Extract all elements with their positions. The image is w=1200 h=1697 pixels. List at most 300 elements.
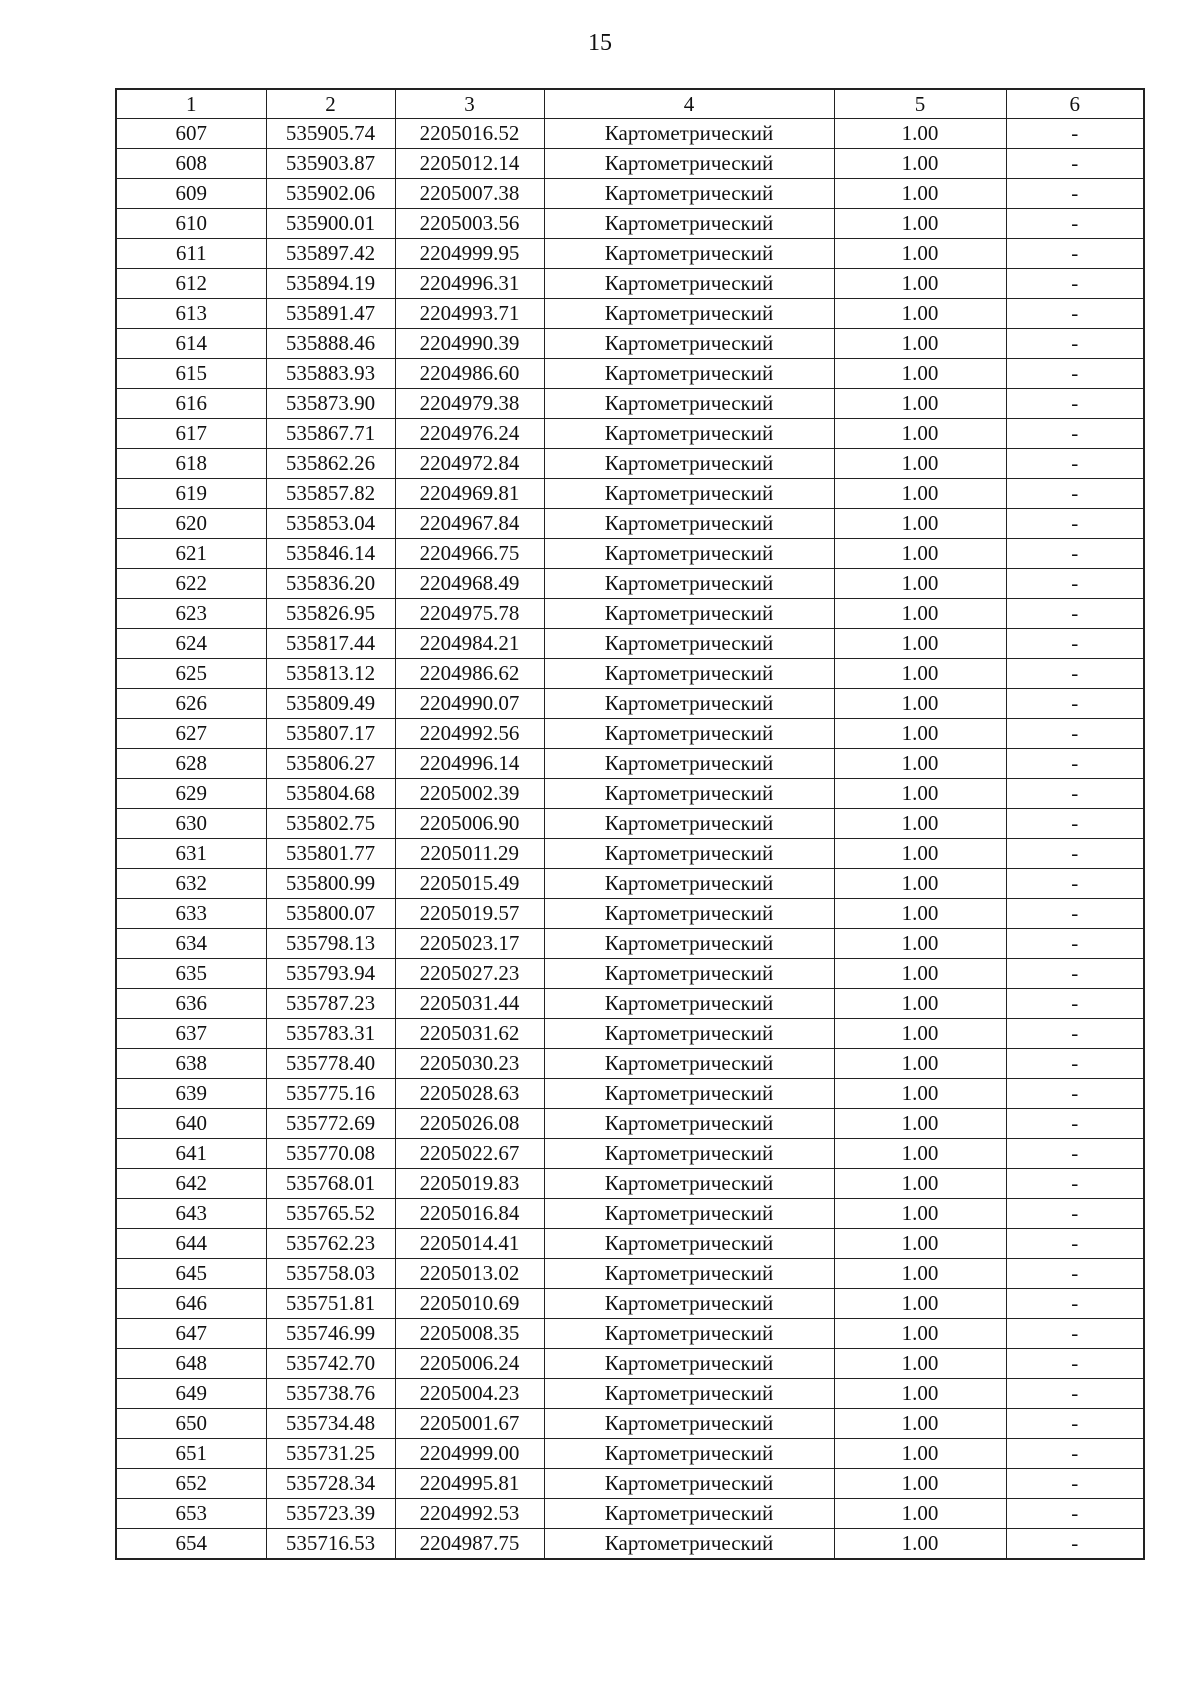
x-coordinate-cell: 535903.87 — [266, 149, 395, 179]
table-row — [116, 1289, 1144, 1319]
y-coordinate-cell: 2204995.81 — [395, 1469, 544, 1499]
accuracy-cell: 1.00 — [834, 689, 1006, 719]
accuracy-cell: 1.00 — [834, 779, 1006, 809]
y-coordinate-cell: 2205003.56 — [395, 209, 544, 239]
note-cell: - — [1006, 809, 1144, 839]
column-header-3: 3 — [395, 89, 544, 119]
point-number-cell: 626 — [116, 689, 266, 719]
column-header-1: 1 — [116, 89, 266, 119]
method-cell: Картометрический — [544, 1169, 834, 1199]
table-row — [116, 359, 1144, 389]
table-row — [116, 299, 1144, 329]
x-coordinate-cell: 535762.23 — [266, 1229, 395, 1259]
note-cell: - — [1006, 629, 1144, 659]
x-coordinate-cell: 535734.48 — [266, 1409, 395, 1439]
x-coordinate-cell: 535716.53 — [266, 1529, 395, 1560]
method-cell: Картометрический — [544, 989, 834, 1019]
point-number-cell: 621 — [116, 539, 266, 569]
accuracy-cell: 1.00 — [834, 209, 1006, 239]
point-number-cell: 610 — [116, 209, 266, 239]
point-number-cell: 618 — [116, 449, 266, 479]
x-coordinate-cell: 535806.27 — [266, 749, 395, 779]
accuracy-cell: 1.00 — [834, 1289, 1006, 1319]
method-cell: Картометрический — [544, 1469, 834, 1499]
note-cell: - — [1006, 569, 1144, 599]
table-row — [116, 1319, 1144, 1349]
accuracy-cell: 1.00 — [834, 269, 1006, 299]
point-number-cell: 644 — [116, 1229, 266, 1259]
method-cell: Картометрический — [544, 689, 834, 719]
accuracy-cell: 1.00 — [834, 1499, 1006, 1529]
table-row — [116, 1259, 1144, 1289]
accuracy-cell: 1.00 — [834, 119, 1006, 149]
y-coordinate-cell: 2204986.62 — [395, 659, 544, 689]
table-row — [116, 419, 1144, 449]
y-coordinate-cell: 2205011.29 — [395, 839, 544, 869]
note-cell: - — [1006, 509, 1144, 539]
table-row — [116, 1469, 1144, 1499]
accuracy-cell: 1.00 — [834, 1049, 1006, 1079]
note-cell: - — [1006, 929, 1144, 959]
method-cell: Картометрический — [544, 269, 834, 299]
table-row — [116, 1109, 1144, 1139]
accuracy-cell: 1.00 — [834, 899, 1006, 929]
note-cell: - — [1006, 869, 1144, 899]
accuracy-cell: 1.00 — [834, 719, 1006, 749]
x-coordinate-cell: 535731.25 — [266, 1439, 395, 1469]
y-coordinate-cell: 2204990.39 — [395, 329, 544, 359]
y-coordinate-cell: 2204990.07 — [395, 689, 544, 719]
method-cell: Картометрический — [544, 929, 834, 959]
accuracy-cell: 1.00 — [834, 1019, 1006, 1049]
method-cell: Картометрический — [544, 659, 834, 689]
accuracy-cell: 1.00 — [834, 329, 1006, 359]
x-coordinate-cell: 535798.13 — [266, 929, 395, 959]
y-coordinate-cell: 2205031.62 — [395, 1019, 544, 1049]
accuracy-cell: 1.00 — [834, 1529, 1006, 1560]
accuracy-cell: 1.00 — [834, 659, 1006, 689]
method-cell: Картометрический — [544, 1439, 834, 1469]
note-cell: - — [1006, 239, 1144, 269]
method-cell: Картометрический — [544, 1049, 834, 1079]
table-row — [116, 719, 1144, 749]
x-coordinate-cell: 535783.31 — [266, 1019, 395, 1049]
y-coordinate-cell: 2205030.23 — [395, 1049, 544, 1079]
accuracy-cell: 1.00 — [834, 1379, 1006, 1409]
y-coordinate-cell: 2205016.52 — [395, 119, 544, 149]
note-cell: - — [1006, 1289, 1144, 1319]
point-number-cell: 622 — [116, 569, 266, 599]
x-coordinate-cell: 535857.82 — [266, 479, 395, 509]
x-coordinate-cell: 535758.03 — [266, 1259, 395, 1289]
table-row — [116, 329, 1144, 359]
accuracy-cell: 1.00 — [834, 809, 1006, 839]
accuracy-cell: 1.00 — [834, 479, 1006, 509]
note-cell: - — [1006, 899, 1144, 929]
point-number-cell: 619 — [116, 479, 266, 509]
x-coordinate-cell: 535905.74 — [266, 119, 395, 149]
table-row — [116, 959, 1144, 989]
x-coordinate-cell: 535897.42 — [266, 239, 395, 269]
accuracy-cell: 1.00 — [834, 1169, 1006, 1199]
note-cell: - — [1006, 1319, 1144, 1349]
y-coordinate-cell: 2205012.14 — [395, 149, 544, 179]
point-number-cell: 645 — [116, 1259, 266, 1289]
table-row — [116, 149, 1144, 179]
accuracy-cell: 1.00 — [834, 239, 1006, 269]
method-cell: Картометрический — [544, 1109, 834, 1139]
x-coordinate-cell: 535751.81 — [266, 1289, 395, 1319]
accuracy-cell: 1.00 — [834, 509, 1006, 539]
point-number-cell: 650 — [116, 1409, 266, 1439]
point-number-cell: 613 — [116, 299, 266, 329]
point-number-cell: 637 — [116, 1019, 266, 1049]
y-coordinate-cell: 2204968.49 — [395, 569, 544, 599]
method-cell: Картометрический — [544, 1019, 834, 1049]
method-cell: Картометрический — [544, 779, 834, 809]
note-cell: - — [1006, 389, 1144, 419]
y-coordinate-cell: 2204967.84 — [395, 509, 544, 539]
note-cell: - — [1006, 329, 1144, 359]
accuracy-cell: 1.00 — [834, 1109, 1006, 1139]
note-cell: - — [1006, 1439, 1144, 1469]
note-cell: - — [1006, 749, 1144, 779]
note-cell: - — [1006, 659, 1144, 689]
x-coordinate-cell: 535836.20 — [266, 569, 395, 599]
point-number-cell: 620 — [116, 509, 266, 539]
accuracy-cell: 1.00 — [834, 539, 1006, 569]
method-cell: Картометрический — [544, 809, 834, 839]
point-number-cell: 625 — [116, 659, 266, 689]
table-body — [116, 119, 1144, 1560]
method-cell: Картометрический — [544, 1499, 834, 1529]
y-coordinate-cell: 2204966.75 — [395, 539, 544, 569]
point-number-cell: 639 — [116, 1079, 266, 1109]
note-cell: - — [1006, 1259, 1144, 1289]
point-number-cell: 611 — [116, 239, 266, 269]
accuracy-cell: 1.00 — [834, 1079, 1006, 1109]
method-cell: Картометрический — [544, 899, 834, 929]
point-number-cell: 633 — [116, 899, 266, 929]
table-row — [116, 989, 1144, 1019]
x-coordinate-cell: 535804.68 — [266, 779, 395, 809]
x-coordinate-cell: 535801.77 — [266, 839, 395, 869]
x-coordinate-cell: 535770.08 — [266, 1139, 395, 1169]
accuracy-cell: 1.00 — [834, 1259, 1006, 1289]
table-row — [116, 179, 1144, 209]
y-coordinate-cell: 2205010.69 — [395, 1289, 544, 1319]
point-number-cell: 653 — [116, 1499, 266, 1529]
method-cell: Картометрический — [544, 539, 834, 569]
y-coordinate-cell: 2204979.38 — [395, 389, 544, 419]
table-row — [116, 1349, 1144, 1379]
y-coordinate-cell: 2205019.57 — [395, 899, 544, 929]
x-coordinate-cell: 535888.46 — [266, 329, 395, 359]
method-cell: Картометрический — [544, 239, 834, 269]
accuracy-cell: 1.00 — [834, 599, 1006, 629]
y-coordinate-cell: 2204984.21 — [395, 629, 544, 659]
note-cell: - — [1006, 1199, 1144, 1229]
x-coordinate-cell: 535900.01 — [266, 209, 395, 239]
accuracy-cell: 1.00 — [834, 839, 1006, 869]
note-cell: - — [1006, 119, 1144, 149]
note-cell: - — [1006, 1499, 1144, 1529]
table-row — [116, 749, 1144, 779]
x-coordinate-cell: 535738.76 — [266, 1379, 395, 1409]
method-cell: Картометрический — [544, 449, 834, 479]
page-number: 15 — [588, 30, 612, 56]
point-number-cell: 612 — [116, 269, 266, 299]
note-cell: - — [1006, 599, 1144, 629]
accuracy-cell: 1.00 — [834, 1139, 1006, 1169]
note-cell: - — [1006, 1079, 1144, 1109]
note-cell: - — [1006, 539, 1144, 569]
x-coordinate-cell: 535883.93 — [266, 359, 395, 389]
table-row — [116, 659, 1144, 689]
accuracy-cell: 1.00 — [834, 929, 1006, 959]
x-coordinate-cell: 535800.99 — [266, 869, 395, 899]
y-coordinate-cell: 2205026.08 — [395, 1109, 544, 1139]
method-cell: Картометрический — [544, 1319, 834, 1349]
method-cell: Картометрический — [544, 419, 834, 449]
point-number-cell: 635 — [116, 959, 266, 989]
method-cell: Картометрический — [544, 1529, 834, 1560]
table-row — [116, 479, 1144, 509]
method-cell: Картометрический — [544, 599, 834, 629]
x-coordinate-cell: 535867.71 — [266, 419, 395, 449]
y-coordinate-cell: 2204976.24 — [395, 419, 544, 449]
note-cell: - — [1006, 179, 1144, 209]
accuracy-cell: 1.00 — [834, 959, 1006, 989]
method-cell: Картометрический — [544, 1289, 834, 1319]
table-row — [116, 839, 1144, 869]
point-number-cell: 630 — [116, 809, 266, 839]
point-number-cell: 647 — [116, 1319, 266, 1349]
accuracy-cell: 1.00 — [834, 989, 1006, 1019]
y-coordinate-cell: 2204992.53 — [395, 1499, 544, 1529]
column-header-4: 4 — [544, 89, 834, 119]
y-coordinate-cell: 2204996.14 — [395, 749, 544, 779]
accuracy-cell: 1.00 — [834, 749, 1006, 779]
y-coordinate-cell: 2204986.60 — [395, 359, 544, 389]
y-coordinate-cell: 2205023.17 — [395, 929, 544, 959]
y-coordinate-cell: 2205013.02 — [395, 1259, 544, 1289]
y-coordinate-cell: 2204999.00 — [395, 1439, 544, 1469]
note-cell: - — [1006, 1409, 1144, 1439]
note-cell: - — [1006, 1229, 1144, 1259]
accuracy-cell: 1.00 — [834, 149, 1006, 179]
note-cell: - — [1006, 299, 1144, 329]
x-coordinate-cell: 535746.99 — [266, 1319, 395, 1349]
method-cell: Картометрический — [544, 1349, 834, 1379]
x-coordinate-cell: 535775.16 — [266, 1079, 395, 1109]
accuracy-cell: 1.00 — [834, 449, 1006, 479]
x-coordinate-cell: 535728.34 — [266, 1469, 395, 1499]
x-coordinate-cell: 535802.75 — [266, 809, 395, 839]
point-number-cell: 607 — [116, 119, 266, 149]
accuracy-cell: 1.00 — [834, 389, 1006, 419]
note-cell: - — [1006, 1529, 1144, 1560]
x-coordinate-cell: 535873.90 — [266, 389, 395, 419]
method-cell: Картометрический — [544, 509, 834, 539]
accuracy-cell: 1.00 — [834, 1319, 1006, 1349]
method-cell: Картометрический — [544, 299, 834, 329]
note-cell: - — [1006, 1469, 1144, 1499]
note-cell: - — [1006, 1139, 1144, 1169]
point-number-cell: 615 — [116, 359, 266, 389]
y-coordinate-cell: 2204969.81 — [395, 479, 544, 509]
table-row — [116, 1409, 1144, 1439]
y-coordinate-cell: 2205031.44 — [395, 989, 544, 1019]
y-coordinate-cell: 2205006.24 — [395, 1349, 544, 1379]
note-cell: - — [1006, 1049, 1144, 1079]
point-number-cell: 608 — [116, 149, 266, 179]
accuracy-cell: 1.00 — [834, 1469, 1006, 1499]
table-row — [116, 929, 1144, 959]
x-coordinate-cell: 535723.39 — [266, 1499, 395, 1529]
y-coordinate-cell: 2204975.78 — [395, 599, 544, 629]
y-coordinate-cell: 2205015.49 — [395, 869, 544, 899]
table-row — [116, 689, 1144, 719]
y-coordinate-cell: 2205004.23 — [395, 1379, 544, 1409]
table-header-row — [116, 89, 1144, 119]
method-cell: Картометрический — [544, 1199, 834, 1229]
y-coordinate-cell: 2204993.71 — [395, 299, 544, 329]
x-coordinate-cell: 535765.52 — [266, 1199, 395, 1229]
y-coordinate-cell: 2205002.39 — [395, 779, 544, 809]
note-cell: - — [1006, 719, 1144, 749]
table-row — [116, 119, 1144, 149]
method-cell: Картометрический — [544, 629, 834, 659]
point-number-cell: 638 — [116, 1049, 266, 1079]
note-cell: - — [1006, 779, 1144, 809]
accuracy-cell: 1.00 — [834, 869, 1006, 899]
accuracy-cell: 1.00 — [834, 1439, 1006, 1469]
method-cell: Картометрический — [544, 749, 834, 779]
point-number-cell: 623 — [116, 599, 266, 629]
point-number-cell: 642 — [116, 1169, 266, 1199]
table-row — [116, 209, 1144, 239]
method-cell: Картометрический — [544, 329, 834, 359]
method-cell: Картометрический — [544, 839, 834, 869]
table-row — [116, 1229, 1144, 1259]
point-number-cell: 651 — [116, 1439, 266, 1469]
table-row — [116, 449, 1144, 479]
point-number-cell: 627 — [116, 719, 266, 749]
table-row — [116, 1199, 1144, 1229]
point-number-cell: 632 — [116, 869, 266, 899]
y-coordinate-cell: 2205014.41 — [395, 1229, 544, 1259]
x-coordinate-cell: 535809.49 — [266, 689, 395, 719]
table-row — [116, 1379, 1144, 1409]
table-row — [116, 509, 1144, 539]
x-coordinate-cell: 535817.44 — [266, 629, 395, 659]
method-cell: Картометрический — [544, 719, 834, 749]
point-number-cell: 646 — [116, 1289, 266, 1319]
x-coordinate-cell: 535800.07 — [266, 899, 395, 929]
method-cell: Картометрический — [544, 1379, 834, 1409]
table-row — [116, 779, 1144, 809]
table-row — [116, 899, 1144, 929]
y-coordinate-cell: 2204999.95 — [395, 239, 544, 269]
x-coordinate-cell: 535891.47 — [266, 299, 395, 329]
point-number-cell: 641 — [116, 1139, 266, 1169]
table-row — [116, 809, 1144, 839]
table-row — [116, 1439, 1144, 1469]
x-coordinate-cell: 535846.14 — [266, 539, 395, 569]
point-number-cell: 614 — [116, 329, 266, 359]
y-coordinate-cell: 2205008.35 — [395, 1319, 544, 1349]
x-coordinate-cell: 535778.40 — [266, 1049, 395, 1079]
table-row — [116, 389, 1144, 419]
point-number-cell: 636 — [116, 989, 266, 1019]
method-cell: Картометрический — [544, 1259, 834, 1289]
accuracy-cell: 1.00 — [834, 1199, 1006, 1229]
x-coordinate-cell: 535902.06 — [266, 179, 395, 209]
method-cell: Картометрический — [544, 1139, 834, 1169]
note-cell: - — [1006, 149, 1144, 179]
table-row — [116, 1499, 1144, 1529]
y-coordinate-cell: 2205022.67 — [395, 1139, 544, 1169]
y-coordinate-cell: 2205006.90 — [395, 809, 544, 839]
x-coordinate-cell: 535793.94 — [266, 959, 395, 989]
point-number-cell: 628 — [116, 749, 266, 779]
accuracy-cell: 1.00 — [834, 179, 1006, 209]
coordinates-table — [115, 88, 1145, 1560]
accuracy-cell: 1.00 — [834, 359, 1006, 389]
method-cell: Картометрический — [544, 869, 834, 899]
note-cell: - — [1006, 959, 1144, 989]
table-row — [116, 1139, 1144, 1169]
column-header-6: 6 — [1006, 89, 1144, 119]
y-coordinate-cell: 2205019.83 — [395, 1169, 544, 1199]
note-cell: - — [1006, 269, 1144, 299]
y-coordinate-cell: 2204972.84 — [395, 449, 544, 479]
y-coordinate-cell: 2204987.75 — [395, 1529, 544, 1560]
point-number-cell: 624 — [116, 629, 266, 659]
method-cell: Картометрический — [544, 479, 834, 509]
x-coordinate-cell: 535787.23 — [266, 989, 395, 1019]
point-number-cell: 652 — [116, 1469, 266, 1499]
method-cell: Картометрический — [544, 119, 834, 149]
table-row — [116, 569, 1144, 599]
note-cell: - — [1006, 1379, 1144, 1409]
point-number-cell: 609 — [116, 179, 266, 209]
table-row — [116, 869, 1144, 899]
point-number-cell: 616 — [116, 389, 266, 419]
y-coordinate-cell: 2205016.84 — [395, 1199, 544, 1229]
y-coordinate-cell: 2205027.23 — [395, 959, 544, 989]
table-row — [116, 1529, 1144, 1560]
point-number-cell: 634 — [116, 929, 266, 959]
note-cell: - — [1006, 1169, 1144, 1199]
note-cell: - — [1006, 359, 1144, 389]
point-number-cell: 649 — [116, 1379, 266, 1409]
note-cell: - — [1006, 989, 1144, 1019]
method-cell: Картометрический — [544, 209, 834, 239]
x-coordinate-cell: 535772.69 — [266, 1109, 395, 1139]
y-coordinate-cell: 2205007.38 — [395, 179, 544, 209]
method-cell: Картометрический — [544, 179, 834, 209]
note-cell: - — [1006, 479, 1144, 509]
method-cell: Картометрический — [544, 1229, 834, 1259]
method-cell: Картометрический — [544, 959, 834, 989]
accuracy-cell: 1.00 — [834, 569, 1006, 599]
accuracy-cell: 1.00 — [834, 299, 1006, 329]
table-row — [116, 539, 1144, 569]
point-number-cell: 648 — [116, 1349, 266, 1379]
x-coordinate-cell: 535768.01 — [266, 1169, 395, 1199]
